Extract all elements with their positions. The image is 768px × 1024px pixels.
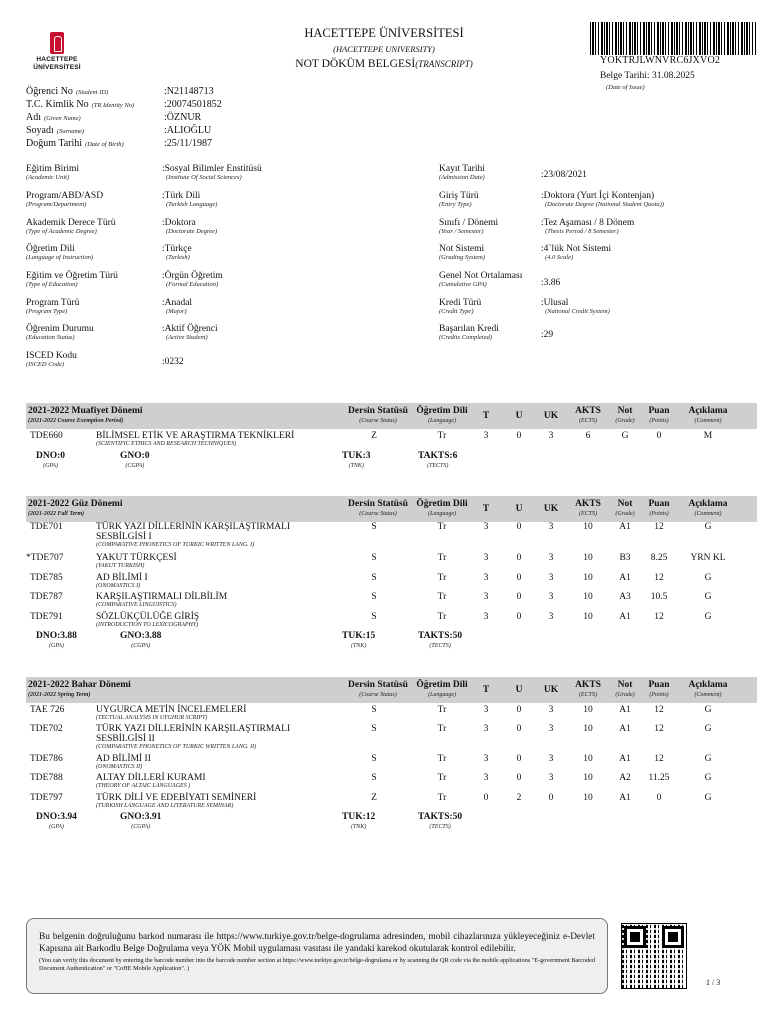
- course-akts: 10: [583, 705, 593, 715]
- course-comment: G: [704, 573, 712, 583]
- academic-field-label: Öğretim Dili: [26, 244, 75, 254]
- student-field-label: Adı: [26, 112, 41, 123]
- course-grade: A1: [619, 705, 631, 715]
- col-uk: UK: [543, 504, 559, 514]
- term-header: [26, 496, 757, 522]
- academic-field-label: Başarılan Kredi: [439, 324, 499, 334]
- course-name: AD BİLİMİ II (ONOMASTICS II): [96, 754, 151, 770]
- col-grade: Not (Grade): [615, 680, 635, 698]
- course-grade: B3: [619, 553, 631, 563]
- term-name: 2021-2022 Muafiyet Dönemi: [28, 406, 143, 416]
- issue-date-label: Belge Tarihi:: [600, 71, 650, 81]
- course-language: Tr: [437, 754, 447, 764]
- col-comment: Açıklama (Comment): [688, 499, 728, 517]
- academic-field-label-en: (Grading System): [439, 254, 486, 261]
- course-language: Tr: [437, 724, 447, 734]
- university-name: HACETTEPE ÜNİVERSİTESİ: [304, 26, 464, 40]
- course-status: S: [371, 612, 377, 622]
- course-code: TDE701: [30, 522, 63, 532]
- course-code: *TDE707: [26, 553, 64, 563]
- academic-field-label-en: (Type of Academic Degree): [26, 228, 97, 235]
- student-field-label-en: (Student ID): [75, 89, 109, 96]
- academic-field-label: Kayıt Tarihi: [439, 164, 485, 174]
- barcode-text: YOKTRJLWNVRC6JXVO2: [600, 55, 721, 66]
- academic-field-value: Ulusal: [543, 298, 569, 308]
- course-uk: 3: [548, 573, 554, 583]
- course-uk: 0: [548, 793, 554, 803]
- term-name-en: (2021-2022 Course Exemption Period): [28, 418, 124, 424]
- course-points: 10.5: [650, 592, 668, 602]
- col-points: Puan (Points): [648, 499, 670, 517]
- student-row: [26, 86, 326, 99]
- col-points: Puan (Points): [648, 680, 670, 698]
- col-u: U: [515, 685, 523, 695]
- university-name-en: (HACETTEPE UNIVERSITY): [333, 44, 435, 54]
- course-comment: G: [704, 793, 712, 803]
- academic-field-label: Öğrenim Durumu: [26, 324, 94, 334]
- dno: DNO:3.88 (GPA): [36, 631, 77, 649]
- col-status: Dersin Statüsü (Course Status): [348, 499, 408, 517]
- academic-value: :Anadal (Major): [162, 298, 193, 315]
- course-akts: 10: [583, 612, 593, 622]
- academic-field-label-en: (Credits Completed): [439, 334, 493, 341]
- student-row: [26, 99, 326, 112]
- course-comment: G: [704, 724, 712, 734]
- col-status: Dersin Statüsü (Course Status): [348, 406, 408, 424]
- course-language: Tr: [437, 773, 447, 783]
- course-comment: G: [704, 754, 712, 764]
- course-name: AD BİLİMİ I (ONOMASTICS I): [96, 573, 148, 589]
- course-akts: 10: [583, 724, 593, 734]
- tuk: TUK:15 (TNK): [342, 631, 376, 649]
- course-points: 12: [654, 705, 664, 715]
- course-akts: 10: [583, 553, 593, 563]
- course-points: 12: [654, 754, 664, 764]
- academic-field-label: Program/ABD/ASD: [26, 191, 104, 201]
- course-language: Tr: [437, 431, 447, 441]
- course-code: TDE660: [30, 431, 63, 441]
- course-uk: 3: [548, 754, 554, 764]
- course-status: S: [371, 592, 377, 602]
- academic-field: [439, 218, 498, 235]
- verification-text-tr: Bu belgenin doğruluğunu barkod numarası ile https://www.turkiye.gov.tr/belge-dogrulama adresinden, mobil cihazlarınıza yükleyeceğiniz e-Devlet Kapısına ait Barkodlu Belge Doğrulama veya YÖK Mobil uygulaması vasıtası ile yandaki karekod okutularak kontrol edilebilir.: [39, 932, 595, 954]
- course-name: SÖZLÜKÇÜLÜĞE GİRİŞ (INTRODUCTION TO LEXICOGRAPHY): [96, 612, 200, 628]
- academic-field: [26, 218, 116, 235]
- course-code: TDE787: [30, 592, 63, 602]
- academic-value: :Sosyal Bilimler Enstitüsü (Institute Of Social Sciences): [162, 164, 262, 181]
- col-grade: Not (Grade): [615, 499, 635, 517]
- academic-field-label: Akademik Derece Türü: [26, 218, 116, 228]
- course-u: 2: [516, 793, 522, 803]
- col-akts: AKTS (ECTS): [575, 406, 601, 424]
- academic-field: [26, 351, 77, 368]
- academic-field-label-en: (Education Status): [26, 334, 75, 341]
- col-grade: Not (Grade): [615, 406, 635, 424]
- course-t: 3: [483, 431, 489, 441]
- course-points: 12: [654, 724, 664, 734]
- student-row: [26, 112, 326, 125]
- term-header: [26, 677, 757, 703]
- academic-value: :Aktif Öğrenci (Active Student): [162, 324, 218, 341]
- academic-field: [26, 164, 79, 181]
- academic-field-label-en: (Program/Department): [26, 201, 87, 208]
- course-u: 0: [516, 553, 522, 563]
- course-uk: 3: [548, 724, 554, 734]
- course-t: 3: [483, 773, 489, 783]
- gno: GNO:3.88 (CGPA): [120, 631, 162, 649]
- academic-field: [439, 164, 485, 181]
- student-info: [26, 86, 326, 151]
- student-field-label-en: (Surname): [56, 128, 85, 135]
- course-status: S: [371, 724, 377, 734]
- academic-field-label-en: (Program Type): [26, 308, 68, 315]
- takts: TAKTS:50 (TECTS): [418, 812, 463, 830]
- course-u: 0: [516, 592, 522, 602]
- course-name: UYGURCA METİN İNCELEMELERİ (TECTUAL ANALYSIS IN UYGHUR SCRIPT): [96, 705, 247, 721]
- course-akts: 10: [583, 773, 593, 783]
- academic-field-label: Not Sistemi: [439, 244, 485, 254]
- academic-field-value: 4`lük Not Sistemi: [543, 244, 612, 254]
- academic-field-label-en: (Year / Semester): [439, 228, 484, 235]
- academic-field-value-en: (Thesis Period / 8 Semester): [545, 228, 619, 235]
- academic-value: :29: [541, 330, 554, 340]
- academic-field-value-en: (Major): [166, 308, 187, 315]
- issue-date: [600, 71, 695, 81]
- course-points: 12: [654, 522, 664, 532]
- student-row: [26, 138, 326, 151]
- course-u: 0: [516, 431, 522, 441]
- course-u: 0: [516, 705, 522, 715]
- course-akts: 10: [583, 754, 593, 764]
- academic-field-value-en: (Doctorate Degree (National Student Quota)): [545, 201, 664, 208]
- course-name: BİLİMSEL ETİK VE ARAŞTIRMA TEKNİKLERİ (SCIENTIFIC ETHICS AND RESEARCH TECHNIQUES): [96, 431, 295, 447]
- term-header: [26, 403, 757, 429]
- course-t: 0: [483, 793, 489, 803]
- course-uk: 3: [548, 592, 554, 602]
- academic-value: :23/08/2021: [541, 170, 587, 180]
- course-grade: A1: [619, 793, 631, 803]
- academic-field-label: Sınıfı / Dönemi: [439, 218, 499, 228]
- academic-field: [26, 271, 118, 288]
- course-points: 0: [656, 431, 662, 441]
- col-uk: UK: [543, 685, 559, 695]
- academic-field: [26, 324, 94, 341]
- academic-field-label: Kredi Türü: [439, 298, 482, 308]
- course-akts: 10: [583, 522, 593, 532]
- course-code: TDE791: [30, 612, 63, 622]
- academic-field-value: Türkçe: [164, 244, 192, 254]
- course-comment: G: [704, 522, 712, 532]
- course-akts: 6: [585, 431, 591, 441]
- term-title: [28, 499, 122, 519]
- course-language: Tr: [437, 612, 447, 622]
- course-comment: M: [703, 431, 713, 441]
- course-status: S: [371, 522, 377, 532]
- academic-field-label-en: (Cumulative GPA): [439, 281, 487, 288]
- gno: GNO:0 (CGPA): [120, 451, 150, 469]
- document-barcode: [590, 22, 756, 55]
- course-grade: A1: [619, 754, 631, 764]
- academic-value: :Ulusal (National Credit System): [541, 298, 610, 315]
- course-status: Z: [371, 793, 377, 803]
- student-field-value: :N21148713: [164, 86, 214, 97]
- course-code: TDE786: [30, 754, 63, 764]
- course-status: S: [371, 553, 377, 563]
- academic-field-value-en: (Turkish Language): [166, 201, 218, 208]
- academic-field-value: 3.86: [543, 278, 561, 288]
- takts: TAKTS:6 (TECTS): [418, 451, 458, 469]
- term-name-en: (2021-2022 Fall Term): [28, 511, 85, 517]
- logo-line-2: ÜNİVERSİTESİ: [33, 63, 81, 71]
- term-name: 2021-2022 Bahar Dönemi: [28, 680, 131, 690]
- course-akts: 10: [583, 592, 593, 602]
- academic-field: [439, 244, 485, 261]
- academic-field: [439, 191, 479, 208]
- academic-field-value: Sosyal Bilimler Enstitüsü: [164, 164, 262, 174]
- term-name-en: (2021-2022 Spring Term): [28, 692, 91, 698]
- student-field-label-en: (Date of Birth): [85, 141, 124, 148]
- academic-field-label: ISCED Kodu: [26, 351, 77, 361]
- course-akts: 10: [583, 573, 593, 583]
- student-field-value: :ÖZNUR: [164, 112, 202, 123]
- student-field-value: :20074501852: [164, 99, 222, 110]
- course-t: 3: [483, 724, 489, 734]
- course-status: Z: [371, 431, 377, 441]
- verification-notice: [26, 918, 608, 994]
- academic-field-label-en: (Entry Type): [439, 201, 472, 208]
- course-grade: A3: [619, 592, 631, 602]
- student-field-label: Soyadı: [26, 125, 54, 136]
- course-status: S: [371, 573, 377, 583]
- tuk: TUK:12 (TNK): [342, 812, 376, 830]
- course-language: Tr: [437, 793, 447, 803]
- academic-field-value: Doktora: [164, 218, 196, 228]
- logo-line-1: HACETTEPE: [36, 56, 78, 63]
- col-status: Dersin Statüsü (Course Status): [348, 680, 408, 698]
- academic-field-value-en: (4.0 Scale): [545, 254, 574, 261]
- course-language: Tr: [437, 592, 447, 602]
- course-code: TDE797: [30, 793, 63, 803]
- academic-field-label: Eğitim Birimi: [26, 164, 80, 174]
- col-comment: Açıklama (Comment): [688, 406, 728, 424]
- course-comment: G: [704, 612, 712, 622]
- course-u: 0: [516, 724, 522, 734]
- gno: GNO:3.91 (CGPA): [120, 812, 162, 830]
- course-points: 12: [654, 612, 664, 622]
- academic-field-value-en: (Turkish): [166, 254, 190, 261]
- course-name: KARŞILAŞTIRMALI DİLBİLİM (COMPARATIVE LINGUISTICS): [96, 592, 228, 608]
- academic-field-value: Doktora (Yurt İçi Kontenjan): [543, 191, 655, 201]
- course-language: Tr: [437, 553, 447, 563]
- course-name: TÜRK YAZI DİLLERİNİN KARŞILAŞTIRMALI SESBİLGİSİ II (COMPARATIVE PHONETICS OF TURKIC WRITTEN LANG. II): [96, 724, 291, 750]
- academic-field-value-en: (National Credit System): [545, 308, 610, 315]
- course-t: 3: [483, 522, 489, 532]
- academic-field-value: Aktif Öğrenci: [164, 324, 218, 334]
- academic-field-label-en: (Credit Type): [439, 308, 474, 315]
- course-status: S: [371, 773, 377, 783]
- academic-field-value: Tez Aşaması / 8 Dönem: [543, 218, 635, 228]
- course-name: ALTAY DİLLERİ KURAMI (THEORY OF ALTAIC LANGUAGES ): [96, 773, 206, 789]
- issue-date-en: (Date of Issue): [606, 84, 645, 91]
- academic-field: [439, 324, 499, 341]
- course-code: TDE785: [30, 573, 63, 583]
- academic-field: [439, 298, 481, 315]
- academic-field-label-en: (Admission Date): [439, 174, 485, 181]
- academic-value: :Türkçe (Turkish): [162, 244, 192, 261]
- course-grade: A1: [619, 724, 631, 734]
- student-field-label: Doğum Tarihi: [26, 138, 83, 149]
- course-uk: 3: [548, 705, 554, 715]
- course-points: 8.25: [650, 553, 668, 563]
- term-title: [28, 680, 131, 700]
- course-u: 0: [516, 754, 522, 764]
- course-points: 0: [656, 793, 662, 803]
- course-grade: G: [621, 431, 629, 441]
- course-grade: A2: [619, 773, 631, 783]
- document-title-tr: NOT DÖKÜM BELGESİ: [295, 58, 416, 70]
- course-points: 11.25: [648, 773, 670, 783]
- course-status: S: [371, 754, 377, 764]
- course-comment: G: [704, 592, 712, 602]
- academic-field: [439, 271, 522, 288]
- academic-field-label-en: (Academic Unit): [26, 174, 70, 181]
- col-t: T: [482, 504, 490, 514]
- col-u: U: [515, 411, 523, 421]
- course-uk: 3: [548, 773, 554, 783]
- academic-value: :0232: [162, 357, 184, 367]
- col-language: Öğretim Dili (Language): [416, 680, 468, 698]
- student-field-label-en: (Given Name): [44, 115, 81, 122]
- tuk: TUK:3 (TNK): [342, 451, 371, 469]
- course-code: TDE788: [30, 773, 63, 783]
- academic-field-value: 0232: [164, 357, 184, 367]
- course-grade: A1: [619, 522, 631, 532]
- course-uk: 3: [548, 553, 554, 563]
- student-field-value: :25/11/1987: [164, 138, 212, 149]
- document-title-en: (TRANSCRIPT): [415, 59, 473, 69]
- course-t: 3: [483, 705, 489, 715]
- course-code: TDE702: [30, 724, 63, 734]
- course-mark: *: [26, 553, 31, 563]
- course-language: Tr: [437, 705, 447, 715]
- academic-field-value-en: (Active Student): [166, 334, 208, 341]
- course-t: 3: [483, 553, 489, 563]
- course-status: S: [371, 705, 377, 715]
- course-comment: G: [704, 773, 712, 783]
- course-grade: A1: [619, 573, 631, 583]
- academic-field-label: Giriş Türü: [439, 191, 479, 201]
- student-row: [26, 125, 326, 138]
- col-points: Puan (Points): [648, 406, 670, 424]
- academic-field-label: Eğitim ve Öğretim Türü: [26, 271, 118, 281]
- course-uk: 3: [548, 431, 554, 441]
- academic-field-label: Program Türü: [26, 298, 80, 308]
- term-title: [28, 406, 143, 426]
- course-grade: A1: [619, 612, 631, 622]
- course-u: 0: [516, 522, 522, 532]
- academic-field: [26, 191, 103, 208]
- col-akts: AKTS (ECTS): [575, 499, 601, 517]
- course-name: TÜRK YAZI DİLLERİNİN KARŞILAŞTIRMALI SESBİLGİSİ I (COMPARATIVE PHONETICS OF TURKIC WRITTEN LANG. I): [96, 522, 291, 548]
- student-field-label-en: (TR Identity No): [91, 102, 135, 109]
- col-uk: UK: [543, 411, 559, 421]
- course-t: 3: [483, 573, 489, 583]
- academic-value: :3.86: [541, 278, 561, 288]
- student-field-value: :ALIOĞLU: [164, 125, 212, 136]
- academic-field-value: Türk Dili: [164, 191, 201, 201]
- academic-field-value: 29: [543, 330, 554, 340]
- issue-date-value: 31.08.2025: [651, 71, 695, 81]
- student-field-label: T.C. Kimlik No: [26, 99, 89, 110]
- academic-field-value: 23/08/2021: [543, 170, 587, 180]
- qr-code-icon: [621, 923, 687, 989]
- academic-value: :Doktora (Yurt İçi Kontenjan) (Doctorate Degree (National Student Quota)): [541, 191, 664, 208]
- course-points: 12: [654, 573, 664, 583]
- course-uk: 3: [548, 612, 554, 622]
- verification-text-en: (You can verify this document by entering the barcode number into the barcode number section at https://www.turkiye.gov.tr/belge-dogrulama or by scanning the QR code via the mobile applications "E-government Barcoded Document Authentication" or "CoHE Mobile Application". ): [39, 957, 595, 972]
- col-akts: AKTS (ECTS): [575, 680, 601, 698]
- academic-value: :Türk Dili (Turkish Language): [162, 191, 218, 208]
- academic-field-label: Genel Not Ortalaması: [439, 271, 523, 281]
- course-u: 0: [516, 573, 522, 583]
- academic-field-label-en: (Type of Education): [26, 281, 78, 288]
- academic-field-value-en: (Formal Education): [166, 281, 219, 288]
- term-name: 2021-2022 Güz Dönemi: [28, 499, 123, 509]
- col-language: Öğretim Dili (Language): [416, 406, 468, 424]
- academic-field-value: Anadal: [164, 298, 193, 308]
- page-number: 1 / 3: [706, 978, 721, 987]
- academic-field: [26, 298, 79, 315]
- course-code: TAE 726: [30, 705, 65, 715]
- course-t: 3: [483, 612, 489, 622]
- col-t: T: [482, 685, 490, 695]
- course-u: 0: [516, 612, 522, 622]
- academic-field-value: Örgün Öğretim: [164, 271, 223, 281]
- course-akts: 10: [583, 793, 593, 803]
- academic-value: :Örgün Öğretim (Formal Education): [162, 271, 223, 288]
- course-language: Tr: [437, 573, 447, 583]
- academic-value: :Doktora (Doctorate Degree): [162, 218, 218, 235]
- course-t: 3: [483, 592, 489, 602]
- takts: TAKTS:50 (TECTS): [418, 631, 463, 649]
- course-uk: 3: [548, 522, 554, 532]
- academic-field-value-en: (Institute Of Social Sciences): [166, 174, 242, 181]
- course-comment: G: [704, 705, 712, 715]
- dno: DNO:0 (GPA): [36, 451, 66, 469]
- course-name: YAKUT TÜRKÇESİ (YAKUT TURKISH): [96, 553, 177, 569]
- col-comment: Açıklama (Comment): [688, 680, 728, 698]
- col-language: Öğretim Dili (Language): [416, 499, 468, 517]
- student-field-label: Öğrenci No: [26, 86, 73, 97]
- course-comment: YRN KL: [690, 553, 726, 563]
- course-name: TÜRK DİLİ VE EDEBİYATI SEMİNERİ (TURKISH LANGUAGE AND LITERATURE SEMINAR): [96, 793, 257, 809]
- course-u: 0: [516, 773, 522, 783]
- dno: DNO:3.94 (GPA): [36, 812, 77, 830]
- academic-field: [26, 244, 93, 261]
- col-t: T: [482, 411, 490, 421]
- academic-field-label-en: (ISCED Code): [26, 361, 65, 368]
- course-t: 3: [483, 754, 489, 764]
- academic-field-label-en: (Language of Instruction): [26, 254, 94, 261]
- academic-value: :Tez Aşaması / 8 Dönem (Thesis Period / 8 Semester): [541, 218, 635, 235]
- course-language: Tr: [437, 522, 447, 532]
- academic-value: :4`lük Not Sistemi (4.0 Scale): [541, 244, 612, 261]
- academic-field-value-en: (Doctorate Degree): [166, 228, 218, 235]
- col-u: U: [515, 504, 523, 514]
